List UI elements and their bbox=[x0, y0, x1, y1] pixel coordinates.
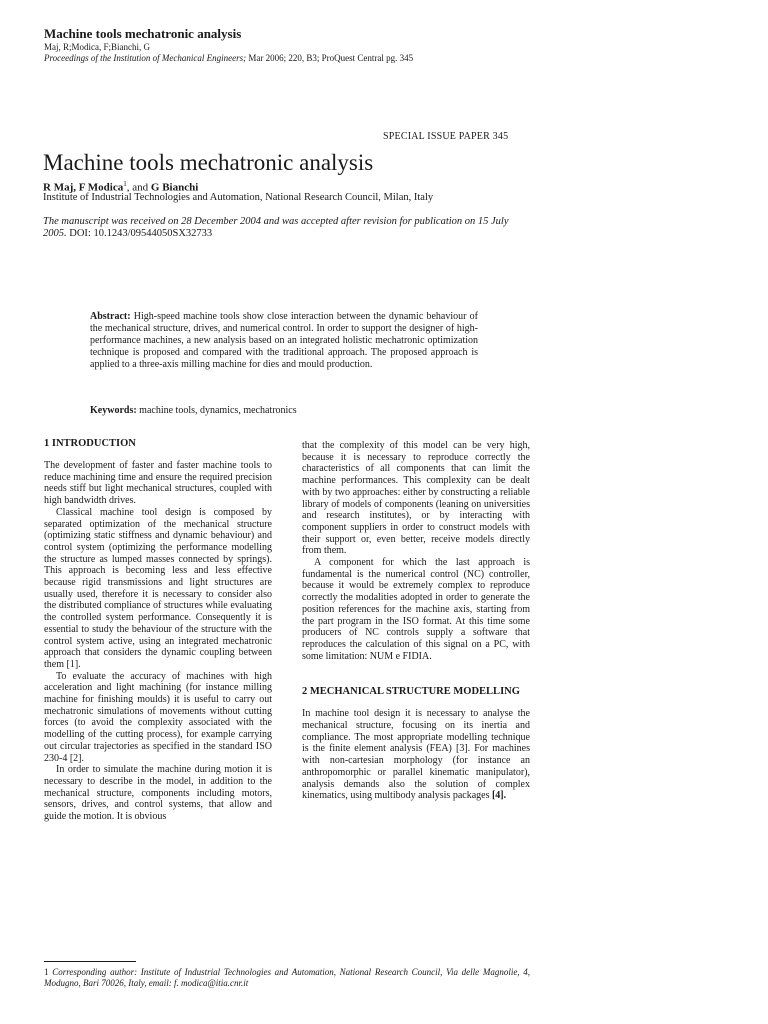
manuscript-dates bbox=[43, 216, 529, 240]
footnote-number: 1 bbox=[44, 967, 49, 977]
author-conjunction: , and bbox=[126, 181, 151, 194]
section-1-heading: 1 INTRODUCTION bbox=[44, 438, 136, 449]
author-names: R Maj, F Modica bbox=[43, 181, 124, 194]
source-header-authors: Maj, R;Modica, F;Bianchi, G bbox=[44, 42, 150, 52]
intro-paragraph-2: Classical machine tool design is composed by separated optimization of the mechanical structure (optimizing static stiffness and dynamic behaviour) and control system (optimizing the performance modelling the structure as lumped masses connected by springs). This approach is becoming less and less effective because rigid transmissions and light structures are usually used, therefore it is necessary to consider also the distributed compliance of structures while evaluating the controlled system performance. Consequently it is essential to study the behaviour of the structure with the control system active, using an integrated mechatronic approach that considers the dynamic coupling between them [1]. bbox=[44, 506, 272, 670]
intro-paragraph-3: To evaluate the accuracy of machines with high acceleration and light machining (for instance milling machine for finishing moulds) it is useful to carry out mechatronic simulations of movements without cutting forces (to avoid the complexity associated with the modelling of the cutting process), for example carrying out circular trajectories as specified in the standard ISO 230-4 [2]. bbox=[44, 670, 272, 764]
right-column bbox=[302, 440, 530, 802]
source-header-title: Machine tools mechatronic analysis bbox=[44, 26, 242, 41]
affiliation: Institute of Industrial Technologies and Automation, National Research Council, Milan, Italy bbox=[43, 192, 434, 203]
keywords bbox=[90, 405, 478, 416]
footnote bbox=[44, 967, 530, 989]
mechanical-paragraph-text: In machine tool design it is necessary to analyse the mechanical structure, focusing on its inertia and compliance. The most appropriate modelling technique is the finite element analysis (FEA) [3]. For machines with non-cartesian morphology (for instance an anthropomorphic or parallel kinematic manipulator), analysis demands also the solution of complex kinematics, using multibody analysis packages bbox=[302, 708, 530, 802]
intro-paragraph-5: that the complexity of this model can be very high, because it is necessary to reproduce correctly the characteristics of all components that can limit the machine performances. This complexity can be dealt with by two approaches: either by constructing a reliable library of models of components (leaning on universities and research institutes), or by interacting with component suppliers in order to construct models with their support or, even better, receive models directly from them. bbox=[302, 440, 530, 557]
footnote-divider bbox=[44, 961, 136, 962]
special-issue-label: SPECIAL ISSUE PAPER 345 bbox=[383, 131, 509, 142]
paper-title: Machine tools mechatronic analysis bbox=[43, 150, 374, 175]
section-2-heading: 2 MECHANICAL STRUCTURE MODELLING bbox=[302, 686, 520, 698]
left-column bbox=[44, 438, 272, 823]
intro-paragraph-4: In order to simulate the machine during motion it is necessary to describe in the model, in addition to the mechanical structure, components including motors, sensors, drives, and control systems, that allow and guide the motion. It is obvious bbox=[44, 764, 272, 823]
keywords-text: machine tools, dynamics, mechatronics bbox=[139, 405, 297, 416]
abstract-text: High-speed machine tools show close interaction between the dynamic behaviour of the mechanical structure, drives, and numerical control. In order to support the designer of high-performance machines, a new analysis based on an integrated holistic mechatronic optimization technique is proposed and compared with the traditional approach. The proposed approach is applied to a three-axis milling machine for dies and mould production. bbox=[90, 311, 479, 370]
source-citation bbox=[44, 53, 524, 64]
mechanical-paragraph-1 bbox=[302, 708, 530, 802]
author-last: G Bianchi bbox=[150, 181, 199, 194]
keywords-label: Keywords: bbox=[90, 405, 137, 416]
citation-ref[interactable]: [4]. bbox=[491, 790, 507, 802]
author-footnote-mark: 1 bbox=[123, 180, 127, 188]
abstract-label: Abstract: bbox=[90, 311, 131, 322]
intro-paragraph-6: A component for which the last approach is fundamental is the numerical control (NC) controller, because it would be extremely complex to reproduce correctly the modalities adopted in order to generate the position references for the machine axis, starting from the part program in the ISO format. At this time some producers of NC controls supply a software that reproduces the calculation of this signal on a PC, with some limitation: NUM e FIDIA. bbox=[302, 557, 530, 662]
doi: DOI: 10.1243/09544050SX32733 bbox=[69, 228, 213, 239]
source-details: Mar 2006; 220, B3; ProQuest Central pg. 345 bbox=[248, 53, 414, 63]
source-journal: Proceedings of the Institution of Mechanical Engineers; bbox=[44, 53, 247, 63]
received-text: The manuscript was received on 28 December 2004 and was accepted after revision for publication on 15 July 2005. bbox=[43, 216, 509, 239]
intro-paragraph-1: The development of faster and faster machine tools to reduce machining time and ensure the required precision needs stiff but light mechanical structures, coupled with high bandwidth drives. bbox=[44, 460, 272, 507]
footnote-text: Corresponding author: Institute of Industrial Technologies and Automation, National Research Council, Via delle Magnolie, 4, Modugno, Bari 70026, Italy, email: f. modica@itia.cnr.it bbox=[44, 967, 530, 988]
abstract bbox=[90, 311, 478, 371]
